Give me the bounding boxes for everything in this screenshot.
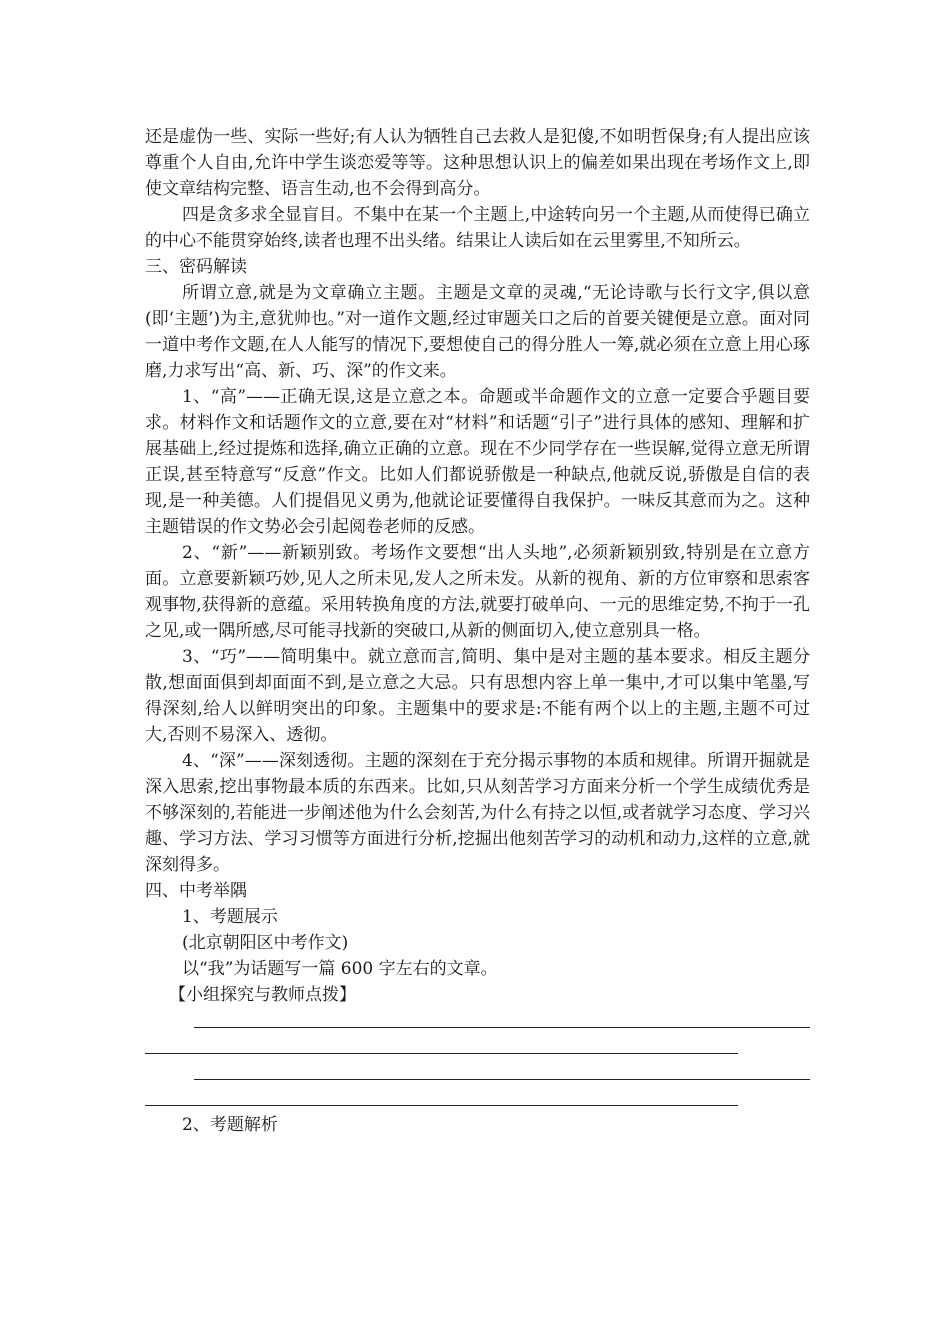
underline (145, 1105, 738, 1106)
exam-prompt: 以“我”为话题写一篇 600 字左右的文章。 (182, 959, 498, 979)
point-xin: 2、“新”——新颖别致。考场作文要想“出人头地”,必须新颖别致,特别是在立意方面。立意要新颖巧妙,见人之所未见,发人之所未发。从新的视角、新的方位审察和思索客观事物,获得新的意蕴。采用转换角度的方法,就要打破单向、一元的思维定势,不拘于一孔之见,或一隅所感,尽可能寻找新的突破口,从新的侧面切入,使立意别具一格。 (145, 543, 810, 641)
underline (145, 1053, 738, 1054)
answer-line[interactable] (145, 1008, 810, 1034)
underline (194, 1027, 810, 1028)
point-qiao: 3、“巧”——简明集中。就立意而言,简明、集中是对主题的基本要求。相反主题分散,想面面俱到却面面不到,是立意之大忌。只有思想内容上单一集中,才可以集中笔墨,写得深刻,给人以鲜明突出的印象。主题集中的要求是:不能有两个以上的主题,主题不可过大,否则不易深入、透彻。 (145, 647, 810, 745)
exam-source: (北京朝阳区中考作文) (182, 933, 349, 953)
section-heading-three: 三、密码解读 (145, 257, 247, 277)
section-heading-four: 四、中考举隅 (145, 881, 247, 901)
answer-line[interactable] (145, 1034, 810, 1060)
paragraph-continued: 还是虚伪一些、实际一些好;有人认为牺牲自己去救人是犯傻,不如明哲保身;有人提出应该尊重个人自由,允许中学生谈恋爱等等。这种思想认识上的偏差如果出现在考场作文上,即使文章结构完整、语言生动,也不会得到高分。 (145, 127, 810, 199)
document-page (145, 124, 810, 1138)
section-three-intro: 所谓立意,就是为文章确立主题。主题是文章的灵魂,“无论诗歌与长行文字,俱以意(即‘主题’)为主,意犹帅也。”对一道作文题,经过审题关口之后的首要关键便是立意。面对同一道中考作文题,在人人能写的情况下,要想使自己的得分胜人一筹,就必须在立意上用心琢磨,力求写出“高、新、巧、深”的作文来。 (145, 283, 810, 381)
point-gao: 1、“高”——正确无误,这是立意之本。命题或半命题作文的立意一定要合乎题目要求。材料作文和话题作文的立意,要在对“材料”和话题“引子”进行具体的感知、理解和扩展基础上,经过提炼和选择,确立正确的立意。现在不少同学存在一些误解,觉得立意无所谓正误,甚至特意写“反意”作文。比如人们都说骄傲是一种缺点,他就反说,骄傲是自信的表现,是一种美德。人们提倡见义勇为,他就论证要懂得自我保护。一味反其意而为之。这种主题错误的作文势必会引起阅卷老师的反感。 (145, 387, 810, 537)
paragraph-point-four: 四是贪多求全显盲目。不集中在某一个主题上,中途转向另一个主题,从而使得已确立的中心不能贯穿始终,读者也理不出头绪。结果让人读后如在云里雾里,不知所云。 (145, 205, 810, 251)
point-shen: 4、“深”——深刻透彻。主题的深刻在于充分揭示事物的本质和规律。所谓开掘就是深入思索,挖出事物最本质的东西来。比如,只从刻苦学习方面来分析一个学生成绩优秀是不够深刻的,若能进一步阐述他为什么会刻苦,为什么有持之以恒,或者就学习态度、学习兴趣、学习方法、学习习惯等方面进行分析,挖掘出他刻苦学习的动机和动力,这样的立意,就深刻得多。 (145, 751, 810, 875)
underline (194, 1079, 810, 1080)
answer-line[interactable] (145, 1060, 810, 1086)
group-discussion-label: 【小组探究与教师点拨】 (169, 985, 356, 1005)
exam-analysis-heading: 2、考题解析 (182, 1115, 278, 1135)
answer-line[interactable] (145, 1086, 810, 1112)
exam-display-heading: 1、考题展示 (182, 907, 278, 927)
